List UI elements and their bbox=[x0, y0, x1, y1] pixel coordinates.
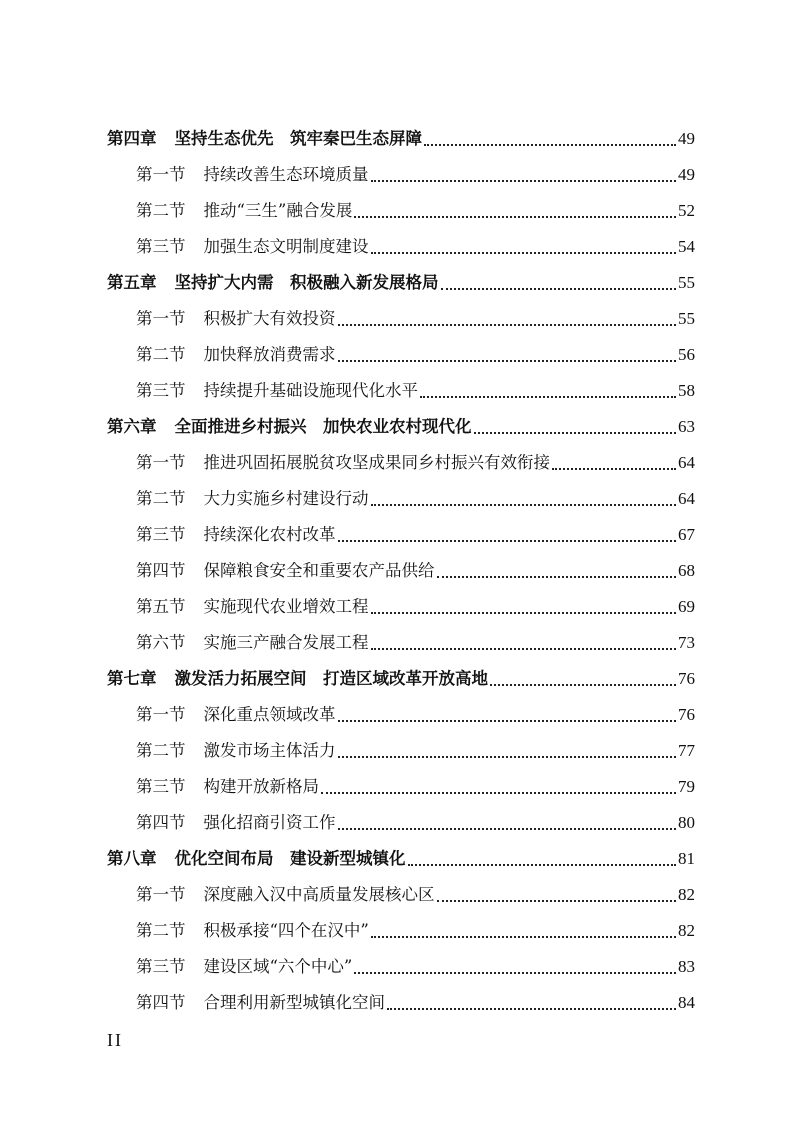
dot-leader bbox=[371, 252, 677, 254]
toc-entry[interactable] bbox=[136, 912, 695, 942]
toc-number: 第三节 bbox=[136, 237, 186, 256]
toc-page: 82 bbox=[678, 885, 695, 904]
dot-leader bbox=[371, 504, 677, 506]
toc-page: 49 bbox=[678, 129, 695, 148]
dot-leader bbox=[338, 360, 677, 362]
toc-number: 第三节 bbox=[136, 777, 186, 796]
toc-entry[interactable] bbox=[136, 336, 695, 366]
dot-leader bbox=[338, 828, 677, 830]
toc-entry[interactable] bbox=[136, 228, 695, 258]
dot-leader bbox=[371, 180, 677, 182]
toc-entry[interactable] bbox=[107, 840, 695, 870]
toc-page: 82 bbox=[678, 921, 695, 940]
toc-entry[interactable] bbox=[136, 696, 695, 726]
toc-entry[interactable] bbox=[136, 732, 695, 762]
toc-entry[interactable] bbox=[136, 156, 695, 186]
toc-number: 第二节 bbox=[136, 489, 186, 508]
toc-number: 第一节 bbox=[136, 309, 186, 328]
toc-number: 第八章 bbox=[107, 849, 157, 868]
toc-page: 55 bbox=[678, 309, 695, 328]
toc-number: 第四节 bbox=[136, 993, 186, 1012]
toc-title: 激发活力拓展空间 打造区域改革开放高地 bbox=[174, 669, 488, 688]
dot-leader bbox=[437, 900, 677, 902]
dot-leader bbox=[338, 756, 677, 758]
toc-title: 深化重点领域改革 bbox=[203, 705, 336, 724]
toc-entry[interactable] bbox=[136, 444, 695, 474]
toc-number: 第五章 bbox=[107, 273, 157, 292]
toc-number: 第二节 bbox=[136, 741, 186, 760]
toc-number: 第六章 bbox=[107, 417, 157, 436]
toc-number: 第二节 bbox=[136, 201, 186, 220]
dot-leader bbox=[371, 648, 677, 650]
toc-number: 第一节 bbox=[136, 885, 186, 904]
toc-title: 构建开放新格局 bbox=[203, 777, 319, 796]
toc-title: 推动“三生”融合发展 bbox=[203, 201, 353, 220]
toc-title: 强化招商引资工作 bbox=[203, 813, 336, 832]
toc-title: 大力实施乡村建设行动 bbox=[203, 489, 369, 508]
dot-leader bbox=[437, 576, 677, 578]
toc-entry[interactable] bbox=[136, 768, 695, 798]
toc-entry[interactable] bbox=[136, 516, 695, 546]
dot-leader bbox=[354, 216, 676, 218]
toc-number: 第二节 bbox=[136, 921, 186, 940]
toc-number: 第一节 bbox=[136, 705, 186, 724]
toc-page: 67 bbox=[678, 525, 695, 544]
dot-leader bbox=[338, 324, 677, 326]
toc-title: 加快释放消费需求 bbox=[203, 345, 336, 364]
toc-page: 81 bbox=[678, 849, 695, 868]
toc-page: 73 bbox=[678, 633, 695, 652]
toc-title: 实施现代农业增效工程 bbox=[203, 597, 369, 616]
toc-entry[interactable] bbox=[136, 372, 695, 402]
dot-leader bbox=[387, 1008, 676, 1010]
dot-leader bbox=[552, 468, 676, 470]
toc-page: 76 bbox=[678, 705, 695, 724]
toc-page: 79 bbox=[678, 777, 695, 796]
toc-number: 第一节 bbox=[136, 453, 186, 472]
dot-leader bbox=[321, 792, 676, 794]
toc-entry[interactable] bbox=[136, 480, 695, 510]
toc-number: 第三节 bbox=[136, 525, 186, 544]
toc-title: 合理利用新型城镇化空间 bbox=[203, 993, 385, 1012]
toc-entry[interactable] bbox=[136, 804, 695, 834]
toc-page: 83 bbox=[678, 957, 695, 976]
toc-page: 69 bbox=[678, 597, 695, 616]
toc-title: 积极扩大有效投资 bbox=[203, 309, 336, 328]
toc-title: 保障粮食安全和重要农产品供给 bbox=[203, 561, 435, 580]
toc-number: 第二节 bbox=[136, 345, 186, 364]
toc-number: 第三节 bbox=[136, 381, 186, 400]
dot-leader bbox=[354, 972, 676, 974]
toc-number: 第三节 bbox=[136, 957, 186, 976]
toc-title: 持续提升基础设施现代化水平 bbox=[203, 381, 418, 400]
toc-page: 64 bbox=[678, 453, 695, 472]
toc-title: 推进巩固拓展脱贫攻坚成果同乡村振兴有效衔接 bbox=[203, 453, 550, 472]
page-number-footer: II bbox=[107, 1030, 123, 1050]
toc-title: 建设区域“六个中心” bbox=[203, 957, 353, 976]
toc-page: 63 bbox=[678, 417, 695, 436]
dot-leader bbox=[441, 288, 677, 290]
toc-entry[interactable] bbox=[107, 120, 695, 150]
toc-page: 80 bbox=[678, 813, 695, 832]
toc-entry[interactable] bbox=[136, 192, 695, 222]
toc-page: 64 bbox=[678, 489, 695, 508]
toc-title: 深度融入汉中高质量发展核心区 bbox=[203, 885, 435, 904]
dot-leader bbox=[408, 864, 677, 866]
toc-page: 76 bbox=[678, 669, 695, 688]
dot-leader bbox=[424, 144, 676, 146]
toc-entry[interactable] bbox=[136, 984, 695, 1014]
toc-entry[interactable] bbox=[136, 948, 695, 978]
toc-entry[interactable] bbox=[136, 876, 695, 906]
toc-number: 第六节 bbox=[136, 633, 186, 652]
toc-number: 第一节 bbox=[136, 165, 186, 184]
toc-title: 激发市场主体活力 bbox=[203, 741, 336, 760]
toc-number: 第四节 bbox=[136, 813, 186, 832]
toc-entry[interactable] bbox=[136, 624, 695, 654]
toc-page: 84 bbox=[678, 993, 695, 1012]
toc-title: 持续改善生态环境质量 bbox=[203, 165, 369, 184]
toc-entry[interactable] bbox=[107, 264, 695, 294]
toc-number: 第七章 bbox=[107, 669, 157, 688]
dot-leader bbox=[474, 432, 677, 434]
toc-page: 54 bbox=[678, 237, 695, 256]
toc-title: 持续深化农村改革 bbox=[203, 525, 336, 544]
toc-number: 第四节 bbox=[136, 561, 186, 580]
toc-page: 68 bbox=[678, 561, 695, 580]
toc-number: 第五节 bbox=[136, 597, 186, 616]
toc-title: 优化空间布局 建设新型城镇化 bbox=[174, 849, 406, 868]
dot-leader bbox=[338, 540, 677, 542]
toc-title: 坚持生态优先 筑牢秦巴生态屏障 bbox=[174, 129, 422, 148]
dot-leader bbox=[371, 612, 677, 614]
dot-leader bbox=[420, 396, 676, 398]
toc-page: 49 bbox=[678, 165, 695, 184]
dot-leader bbox=[490, 684, 676, 686]
toc-page: 55 bbox=[678, 273, 695, 292]
toc-entry[interactable] bbox=[136, 300, 695, 330]
toc-entry[interactable] bbox=[136, 552, 695, 582]
toc-title: 实施三产融合发展工程 bbox=[203, 633, 369, 652]
dot-leader bbox=[371, 936, 676, 938]
toc-title: 坚持扩大内需 积极融入新发展格局 bbox=[174, 273, 439, 292]
toc-entry[interactable] bbox=[107, 408, 695, 438]
toc-entry[interactable] bbox=[107, 660, 695, 690]
toc-title: 积极承接“四个在汉中” bbox=[203, 921, 369, 940]
toc-page: 52 bbox=[678, 201, 695, 220]
toc-number: 第四章 bbox=[107, 129, 157, 148]
toc-title: 加强生态文明制度建设 bbox=[203, 237, 369, 256]
dot-leader bbox=[338, 720, 677, 722]
toc-page: 77 bbox=[678, 741, 695, 760]
toc-entry[interactable] bbox=[136, 588, 695, 618]
toc-page: 56 bbox=[678, 345, 695, 364]
toc-title: 全面推进乡村振兴 加快农业农村现代化 bbox=[174, 417, 472, 436]
toc-page: 58 bbox=[678, 381, 695, 400]
